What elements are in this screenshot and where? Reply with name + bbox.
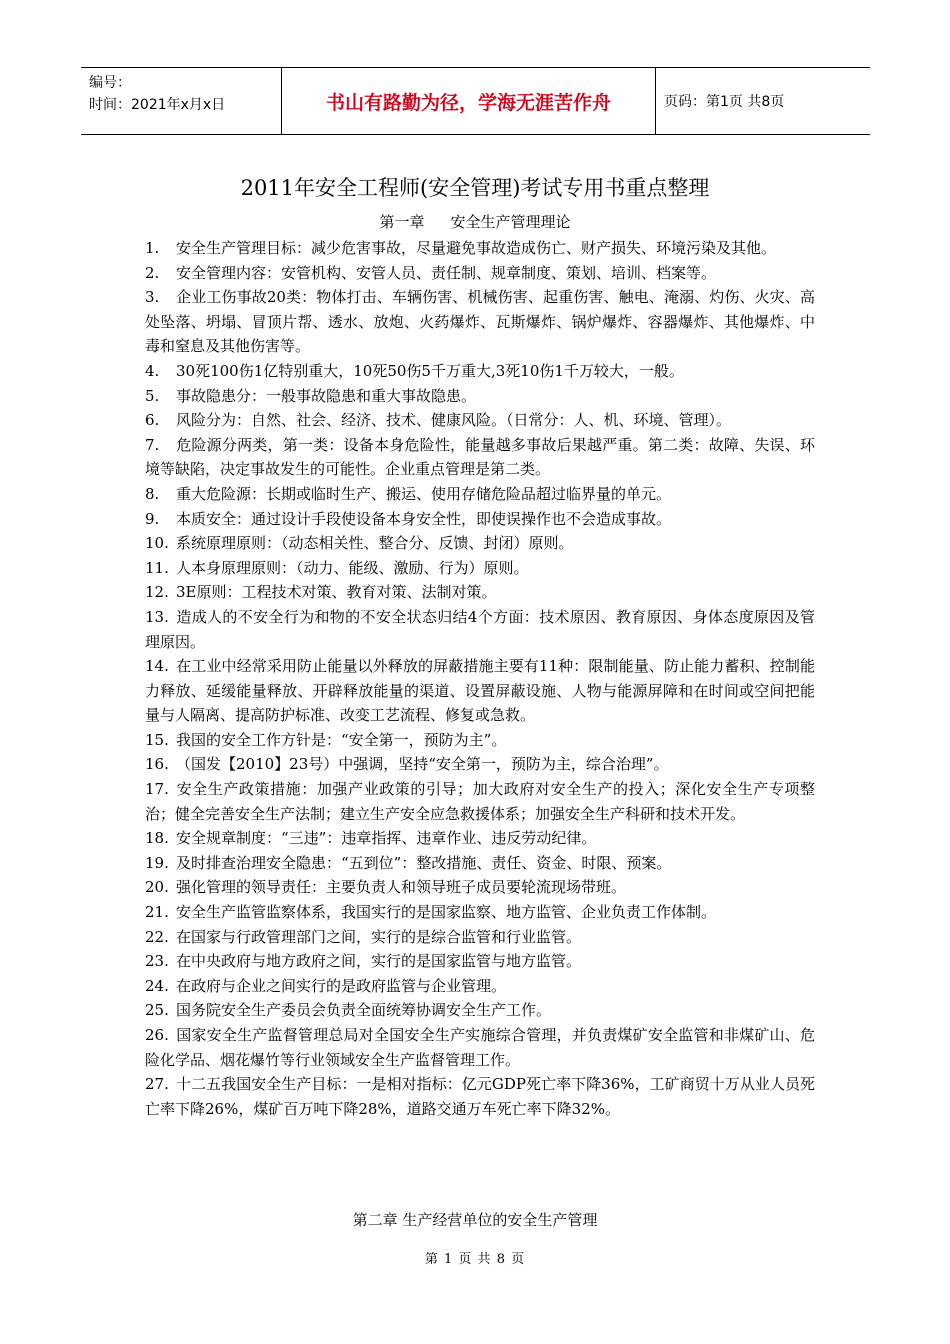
- item-number: 21.: [145, 903, 169, 922]
- item-number: 3.: [145, 288, 160, 307]
- list-item: [145, 998, 815, 1023]
- chapter-1-title: 安全生产管理理论: [450, 213, 571, 231]
- item-number: 11.: [145, 558, 169, 577]
- item-text: 安全生产监管监察体系，我国实行的是国家监察、地方监管、企业负责工作体制。: [176, 903, 717, 922]
- list-item: [145, 925, 815, 950]
- list-item: [145, 605, 815, 654]
- item-text: 30死100伤1亿特别重大，10死50伤5千万重大,3死10伤1千万较大，一般。: [176, 361, 684, 380]
- item-text: 强化管理的领导责任：主要负责人和领导班子成员要轮流现场带班。: [176, 878, 627, 897]
- item-number: 6.: [145, 411, 160, 430]
- item-number: 26.: [145, 1026, 169, 1044]
- list-item: [145, 826, 815, 851]
- item-text: 在国家与行政管理部门之间，实行的是综合监管和行业监管。: [176, 927, 582, 946]
- item-number: 23.: [145, 952, 169, 971]
- page-footer: 第 1 页 共 8 页: [424, 1252, 526, 1267]
- item-text: 危险源分两类，第一类：设备本身危险性，能量越多事故后果越严重。第二类：故障、失误、环境等缺陷，决定事故发生的可能性。企业重点管理是第二类。: [145, 435, 815, 479]
- item-number: 15.: [145, 730, 169, 749]
- list-item: [145, 482, 815, 507]
- item-text: 及时排查治理安全隐患：“五到位”：整改措施、责任、资金、时限、预案。: [176, 853, 672, 872]
- item-number: 24.: [145, 976, 169, 995]
- list-item: [145, 433, 815, 482]
- item-number: 22.: [145, 927, 169, 946]
- item-number: 9.: [145, 509, 160, 528]
- item-number: 16.: [145, 755, 169, 774]
- page-header: [81, 67, 870, 135]
- list-item: [145, 654, 815, 728]
- item-number: 10.: [145, 534, 169, 553]
- item-number: 19.: [145, 853, 169, 872]
- list-item: [145, 359, 815, 384]
- list-item: [145, 900, 815, 925]
- list-item: [145, 580, 815, 605]
- item-text: 安全生产政策措施：加强产业政策的引导；加大政府对安全生产的投入；深化安全生产专项整治；健全完善安全生产法制；建立生产安全应急救援体系；加强安全生产科研和技术开发。: [145, 780, 815, 823]
- header-meta: [81, 68, 282, 134]
- item-text: 在政府与企业之间实行的是政府监管与企业管理。: [176, 976, 507, 995]
- list-item: [145, 974, 815, 999]
- item-text: 安全管理内容：安管机构、安管人员、责任制、规章制度、策划、培训、档案等。: [176, 263, 717, 282]
- item-number: 27.: [145, 1075, 169, 1094]
- item-text: 我国的安全工作方针是：“安全第一，预防为主”。: [176, 730, 507, 749]
- list-item: [145, 1023, 815, 1072]
- header-motto: 书山有路勤为径，学海无涯苦作舟: [282, 68, 656, 134]
- item-text: 国家安全生产监督管理总局对全国安全生产实施综合管理，并负责煤矿安全监管和非煤矿山、危险化学品、烟花爆竹等行业领域安全生产监督管理工作。: [145, 1026, 815, 1069]
- item-number: 12.: [145, 583, 169, 602]
- document-title: 2011年安全工程师(安全管理)考试专用书重点整理: [240, 176, 710, 200]
- item-number: 5.: [145, 386, 160, 405]
- list-item: [145, 949, 815, 974]
- item-text: 在工业中经常采用防止能量以外释放的屏蔽措施主要有11种：限制能量、防止能力蓄积、控制能力释放、延缓能量释放、开辟释放能量的渠道、设置屏蔽设施、人物与能源屏障和在时间或空间把能量与人隔离、提高防护标准、改变工艺流程、修复或急救。: [145, 657, 815, 725]
- item-number: 18.: [145, 829, 169, 848]
- time-label: 时间：2021年x月x日: [89, 97, 226, 113]
- item-text: 造成人的不安全行为和物的不安全状态归结4个方面：技术原因、教育原因、身体态度原因及管理原因。: [145, 607, 815, 651]
- chapter-1-heading: [0, 211, 950, 232]
- item-number: 25.: [145, 1001, 169, 1020]
- item-number: 4.: [145, 361, 160, 380]
- list-item: [145, 236, 815, 261]
- list-item: [145, 285, 815, 359]
- list-item: [145, 1072, 815, 1121]
- item-text: 人本身原理原则：（动力、能级、激励、行为）原则。: [176, 558, 529, 577]
- item-text: 在中央政府与地方政府之间，实行的是国家监管与地方监管。: [176, 952, 582, 971]
- item-number: 17.: [145, 780, 169, 799]
- chapter-2-heading: 第二章 生产经营单位的安全生产管理: [352, 1211, 598, 1229]
- item-number: 13.: [145, 607, 169, 626]
- list-item: [145, 556, 815, 581]
- item-number: 7.: [145, 435, 160, 454]
- item-text: 本质安全：通过设计手段使设备本身安全性，即使误操作也不会造成事故。: [176, 509, 672, 528]
- list-item: [145, 507, 815, 532]
- item-text: 3E原则：工程技术对策、教育对策、法制对策。: [176, 583, 497, 602]
- key-points-list: [145, 236, 815, 1121]
- list-item: [145, 752, 815, 777]
- item-number: 8.: [145, 484, 160, 503]
- item-text: 系统原理原则：（动态相关性、整合分、反馈、封闭）原则。: [176, 534, 574, 553]
- item-text: 十二五我国安全生产目标：一是相对指标：亿元GDP死亡率下降36%，工矿商贸十万从业人员死亡率下降26%，煤矿百万吨下降28%，道路交通万车死亡率下降32%。: [145, 1075, 815, 1118]
- item-text: 重大危险源：长期或临时生产、搬运、使用存储危险品超过临界量的单元。: [176, 484, 672, 503]
- list-item: [145, 261, 815, 286]
- chapter-1-number: 第一章: [379, 213, 425, 231]
- item-text: （国发【2010】23号）中强调，坚持“安全第一，预防为主，综合治理”。: [176, 755, 669, 774]
- item-text: 事故隐患分：一般事故隐患和重大事故隐患。: [176, 386, 477, 405]
- item-text: 安全规章制度：“三违”：违章指挥、违章作业、违反劳动纪律。: [176, 829, 597, 848]
- list-item: [145, 408, 815, 433]
- list-item: [145, 875, 815, 900]
- list-item: [145, 531, 815, 556]
- item-number: 1.: [145, 239, 160, 257]
- page-number-label: 页码：第1页 共8页: [664, 94, 785, 110]
- item-number: 20.: [145, 878, 169, 897]
- item-text: 国务院安全生产委员会负责全面统筹协调安全生产工作。: [176, 1001, 552, 1020]
- item-text: 企业工伤事故20类：物体打击、车辆伤害、机械伤害、起重伤害、触电、淹溺、灼伤、火灾、高处坠落、坍塌、冒顶片帮、透水、放炮、火药爆炸、瓦斯爆炸、锅炉爆炸、容器爆炸、其他爆炸、中毒和窒息及其他伤害等。: [145, 288, 815, 356]
- code-label: 编号：: [89, 75, 131, 91]
- list-item: [145, 777, 815, 826]
- item-number: 2.: [145, 263, 160, 282]
- list-item: [145, 851, 815, 876]
- item-text: 安全生产管理目标：减少危害事故，尽量避免事故造成伤亡、财产损失、环境污染及其他。: [176, 239, 777, 257]
- list-item: [145, 728, 815, 753]
- list-item: [145, 384, 815, 409]
- item-text: 风险分为：自然、社会、经济、技术、健康风险。（日常分：人、机、环境、管理）。: [176, 411, 732, 430]
- item-number: 14.: [145, 657, 169, 676]
